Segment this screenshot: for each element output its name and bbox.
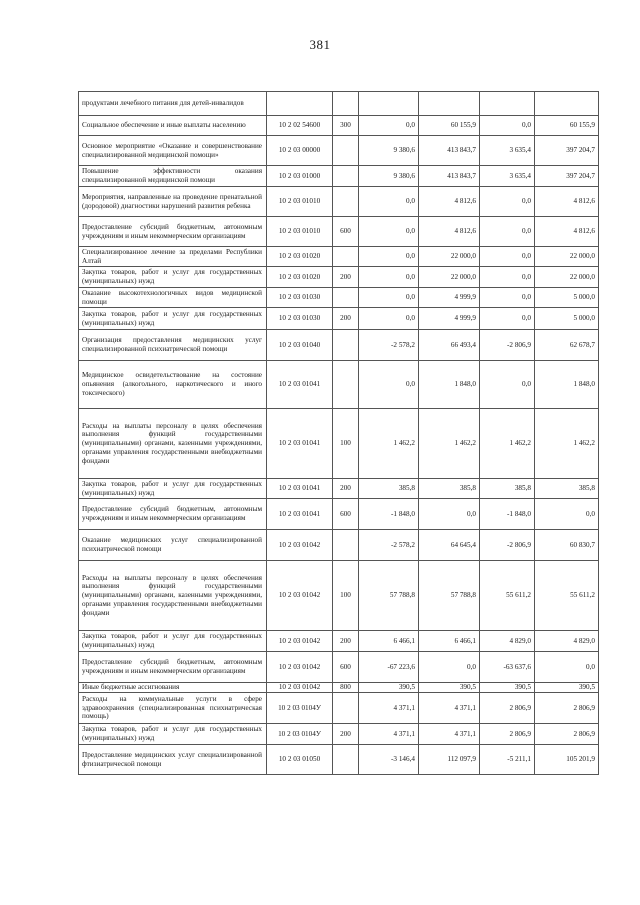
row-amount-1: 4 371,1 [359, 724, 419, 745]
row-expense-type: 200 [333, 308, 359, 330]
row-amount-4: 60 155,9 [535, 116, 599, 136]
row-classification-code: 10 2 03 01042 [267, 561, 333, 631]
table-row [79, 724, 599, 745]
row-description: Оказание высокотехнологичных видов медицинской помощи [79, 288, 267, 308]
table-row [79, 136, 599, 166]
row-amount-1: 1 462,2 [359, 409, 419, 479]
row-amount-4: 4 812,6 [535, 217, 599, 247]
budget-table [78, 91, 599, 775]
row-classification-code: 10 2 03 0104У [267, 693, 333, 724]
page-number: 381 [309, 37, 331, 52]
row-amount-3: -2 806,9 [480, 530, 535, 561]
row-amount-2: 413 843,7 [419, 166, 480, 187]
row-amount-2: 0,0 [419, 499, 480, 530]
row-description: Основное мероприятие «Оказание и совершенствование специализированной медицинской помощи» [79, 136, 267, 166]
row-amount-3: 0,0 [480, 116, 535, 136]
row-amount-1: 390,5 [359, 683, 419, 693]
row-description: Закупка товаров, работ и услуг для государственных (муниципальных) нужд [79, 724, 267, 745]
row-expense-type: 600 [333, 652, 359, 683]
row-amount-2: 1 462,2 [419, 409, 480, 479]
row-classification-code: 10 2 03 01000 [267, 166, 333, 187]
row-description: Мероприятия, направленные на проведение пренатальной (дородовой) диагностики нарушений развития ребенка [79, 187, 267, 217]
table-row [79, 217, 599, 247]
row-amount-4: 4 812,6 [535, 187, 599, 217]
row-description: Расходы на коммунальные услуги в сфере здравоохранения (специализированная психиатрическая помощь) [79, 693, 267, 724]
row-amount-1: -2 578,2 [359, 330, 419, 361]
row-amount-3: 3 635,4 [480, 136, 535, 166]
row-amount-3: 0,0 [480, 187, 535, 217]
table-row [79, 288, 599, 308]
row-amount-2: 66 493,4 [419, 330, 480, 361]
row-amount-4: 22 000,0 [535, 247, 599, 267]
row-amount-2: 4 999,9 [419, 308, 480, 330]
row-description: Закупка товаров, работ и услуг для государственных (муниципальных) нужд [79, 308, 267, 330]
row-expense-type [333, 693, 359, 724]
table-row [79, 166, 599, 187]
row-amount-3: 1 462,2 [480, 409, 535, 479]
row-description: Оказание медицинских услуг специализированной психиатрической помощи [79, 530, 267, 561]
row-amount-3: 0,0 [480, 308, 535, 330]
row-amount-4: 390,5 [535, 683, 599, 693]
table-row [79, 693, 599, 724]
row-expense-type [333, 187, 359, 217]
row-amount-4: 60 830,7 [535, 530, 599, 561]
row-expense-type [333, 361, 359, 409]
row-classification-code: 10 2 03 01050 [267, 745, 333, 775]
row-expense-type [333, 136, 359, 166]
row-amount-4: 0,0 [535, 499, 599, 530]
row-classification-code: 10 2 03 01041 [267, 499, 333, 530]
table-row [79, 92, 599, 116]
row-amount-2: 413 843,7 [419, 136, 480, 166]
row-expense-type [333, 247, 359, 267]
row-amount-1 [359, 92, 419, 116]
row-description: Закупка товаров, работ и услуг для государственных (муниципальных) нужд [79, 631, 267, 652]
table-row [79, 361, 599, 409]
row-expense-type: 200 [333, 267, 359, 288]
table-row [79, 745, 599, 775]
row-classification-code [267, 92, 333, 116]
row-expense-type: 100 [333, 409, 359, 479]
row-amount-2: 1 848,0 [419, 361, 480, 409]
row-amount-1: 6 466,1 [359, 631, 419, 652]
row-classification-code: 10 2 02 54600 [267, 116, 333, 136]
row-expense-type: 600 [333, 499, 359, 530]
row-classification-code: 10 2 03 01020 [267, 247, 333, 267]
row-amount-1: 0,0 [359, 247, 419, 267]
row-amount-2: 60 155,9 [419, 116, 480, 136]
row-classification-code: 10 2 03 01030 [267, 308, 333, 330]
row-classification-code: 10 2 03 01042 [267, 631, 333, 652]
table-row [79, 116, 599, 136]
row-amount-1: 0,0 [359, 217, 419, 247]
row-amount-3: -63 637,6 [480, 652, 535, 683]
row-amount-4: 1 462,2 [535, 409, 599, 479]
row-amount-3: -2 806,9 [480, 330, 535, 361]
row-amount-1: 9 380,6 [359, 166, 419, 187]
row-expense-type: 200 [333, 631, 359, 652]
row-classification-code: 10 2 03 00000 [267, 136, 333, 166]
table-row [79, 530, 599, 561]
row-amount-1: -1 848,0 [359, 499, 419, 530]
row-expense-type [333, 530, 359, 561]
row-amount-4: 105 201,9 [535, 745, 599, 775]
table-row [79, 267, 599, 288]
row-amount-2: 22 000,0 [419, 247, 480, 267]
row-expense-type [333, 92, 359, 116]
row-classification-code: 10 2 03 01010 [267, 217, 333, 247]
row-amount-4: 385,8 [535, 479, 599, 499]
row-classification-code: 10 2 03 01010 [267, 187, 333, 217]
row-amount-1: 0,0 [359, 361, 419, 409]
row-expense-type [333, 166, 359, 187]
row-amount-3: 2 806,9 [480, 724, 535, 745]
row-classification-code: 10 2 03 0104У [267, 724, 333, 745]
table-row [79, 187, 599, 217]
row-amount-4: 397 204,7 [535, 136, 599, 166]
row-amount-1: 0,0 [359, 116, 419, 136]
table-row [79, 479, 599, 499]
row-amount-3: 2 806,9 [480, 693, 535, 724]
row-classification-code: 10 2 03 01042 [267, 530, 333, 561]
row-expense-type: 800 [333, 683, 359, 693]
row-amount-4: 62 678,7 [535, 330, 599, 361]
row-amount-3: 4 829,0 [480, 631, 535, 652]
row-amount-4: 5 000,0 [535, 288, 599, 308]
row-amount-1: 0,0 [359, 308, 419, 330]
row-amount-2: 4 812,6 [419, 187, 480, 217]
table-row [79, 631, 599, 652]
row-classification-code: 10 2 03 01041 [267, 361, 333, 409]
row-amount-2: 4 371,1 [419, 724, 480, 745]
row-amount-2: 4 812,6 [419, 217, 480, 247]
row-description: Медицинское освидетельствование на состояние опьянения (алкогольного, наркотического и иного токсического) [79, 361, 267, 409]
table-row [79, 499, 599, 530]
row-amount-4: 2 806,9 [535, 693, 599, 724]
table-row [79, 409, 599, 479]
row-amount-2: 57 788,8 [419, 561, 480, 631]
row-amount-3: -5 211,1 [480, 745, 535, 775]
row-amount-1: 9 380,6 [359, 136, 419, 166]
row-description: Расходы на выплаты персоналу в целях обеспечения выполнения функций государственными (муниципальными) органами, казенными учреждениями, органами управления государственными внебюджетными фондами [79, 409, 267, 479]
row-amount-2: 4 371,1 [419, 693, 480, 724]
row-amount-3: 0,0 [480, 361, 535, 409]
row-amount-1: 0,0 [359, 267, 419, 288]
row-amount-4: 4 829,0 [535, 631, 599, 652]
row-description: Организация предоставления медицинских услуг специализированной психиатрической помощи [79, 330, 267, 361]
row-description: Социальное обеспечение и иные выплаты населению [79, 116, 267, 136]
row-description: Предоставление медицинских услуг специализированной фтизиатрической помощи [79, 745, 267, 775]
row-classification-code: 10 2 03 01042 [267, 652, 333, 683]
row-amount-2: 390,5 [419, 683, 480, 693]
row-amount-4: 55 611,2 [535, 561, 599, 631]
row-amount-1: 0,0 [359, 187, 419, 217]
row-amount-1: -67 223,6 [359, 652, 419, 683]
row-description: Специализированное лечение за пределами Республики Алтай [79, 247, 267, 267]
row-classification-code: 10 2 03 01041 [267, 479, 333, 499]
row-amount-3: 0,0 [480, 217, 535, 247]
row-amount-1: 4 371,1 [359, 693, 419, 724]
row-amount-4 [535, 92, 599, 116]
row-amount-2: 0,0 [419, 652, 480, 683]
row-amount-2: 22 000,0 [419, 267, 480, 288]
row-amount-4: 1 848,0 [535, 361, 599, 409]
row-amount-3: 390,5 [480, 683, 535, 693]
row-classification-code: 10 2 03 01020 [267, 267, 333, 288]
row-classification-code: 10 2 03 01042 [267, 683, 333, 693]
row-amount-2: 6 466,1 [419, 631, 480, 652]
row-amount-2: 385,8 [419, 479, 480, 499]
row-expense-type: 200 [333, 479, 359, 499]
row-amount-2: 4 999,9 [419, 288, 480, 308]
row-expense-type: 200 [333, 724, 359, 745]
row-classification-code: 10 2 03 01041 [267, 409, 333, 479]
row-description: Предоставление субсидий бюджетным, автономным учреждениям и иным некоммерческим организациям [79, 652, 267, 683]
table-row [79, 652, 599, 683]
row-amount-3: 55 611,2 [480, 561, 535, 631]
table-row [79, 308, 599, 330]
row-description: продуктами лечебного питания для детей-инвалидов [79, 92, 267, 116]
row-description: Закупка товаров, работ и услуг для государственных (муниципальных) нужд [79, 267, 267, 288]
row-amount-1: -3 146,4 [359, 745, 419, 775]
table-row [79, 330, 599, 361]
row-amount-1: 0,0 [359, 288, 419, 308]
row-description: Предоставление субсидий бюджетным, автономным учреждениям и иным некоммерческим организациям [79, 217, 267, 247]
row-amount-3: -1 848,0 [480, 499, 535, 530]
row-description: Повышение эффективности оказания специализированной медицинской помощи [79, 166, 267, 187]
row-amount-1: 385,8 [359, 479, 419, 499]
table-row [79, 247, 599, 267]
row-expense-type: 600 [333, 217, 359, 247]
row-amount-3: 0,0 [480, 247, 535, 267]
row-description: Расходы на выплаты персоналу в целях обеспечения выполнения функций государственными (муниципальными) органами, казенными учреждениями, органами управления государственными внебюджетными фондами [79, 561, 267, 631]
table-row [79, 561, 599, 631]
row-amount-1: -2 578,2 [359, 530, 419, 561]
row-expense-type [333, 330, 359, 361]
row-amount-4: 5 000,0 [535, 308, 599, 330]
row-amount-3: 3 635,4 [480, 166, 535, 187]
row-description: Закупка товаров, работ и услуг для государственных (муниципальных) нужд [79, 479, 267, 499]
row-amount-4: 2 806,9 [535, 724, 599, 745]
row-classification-code: 10 2 03 01040 [267, 330, 333, 361]
budget-table-body [79, 92, 599, 775]
row-amount-4: 22 000,0 [535, 267, 599, 288]
row-amount-2: 64 645,4 [419, 530, 480, 561]
row-amount-3: 0,0 [480, 288, 535, 308]
row-amount-2 [419, 92, 480, 116]
row-amount-3: 385,8 [480, 479, 535, 499]
row-description: Иные бюджетные ассигнования [79, 683, 267, 693]
row-expense-type [333, 288, 359, 308]
row-amount-2: 112 097,9 [419, 745, 480, 775]
row-expense-type [333, 745, 359, 775]
row-amount-4: 0,0 [535, 652, 599, 683]
row-description: Предоставление субсидий бюджетным, автономным учреждениям и иным некоммерческим организациям [79, 499, 267, 530]
row-amount-3 [480, 92, 535, 116]
row-amount-4: 397 204,7 [535, 166, 599, 187]
row-amount-1: 57 788,8 [359, 561, 419, 631]
table-row [79, 683, 599, 693]
row-classification-code: 10 2 03 01030 [267, 288, 333, 308]
row-expense-type: 300 [333, 116, 359, 136]
row-amount-3: 0,0 [480, 267, 535, 288]
row-expense-type: 100 [333, 561, 359, 631]
